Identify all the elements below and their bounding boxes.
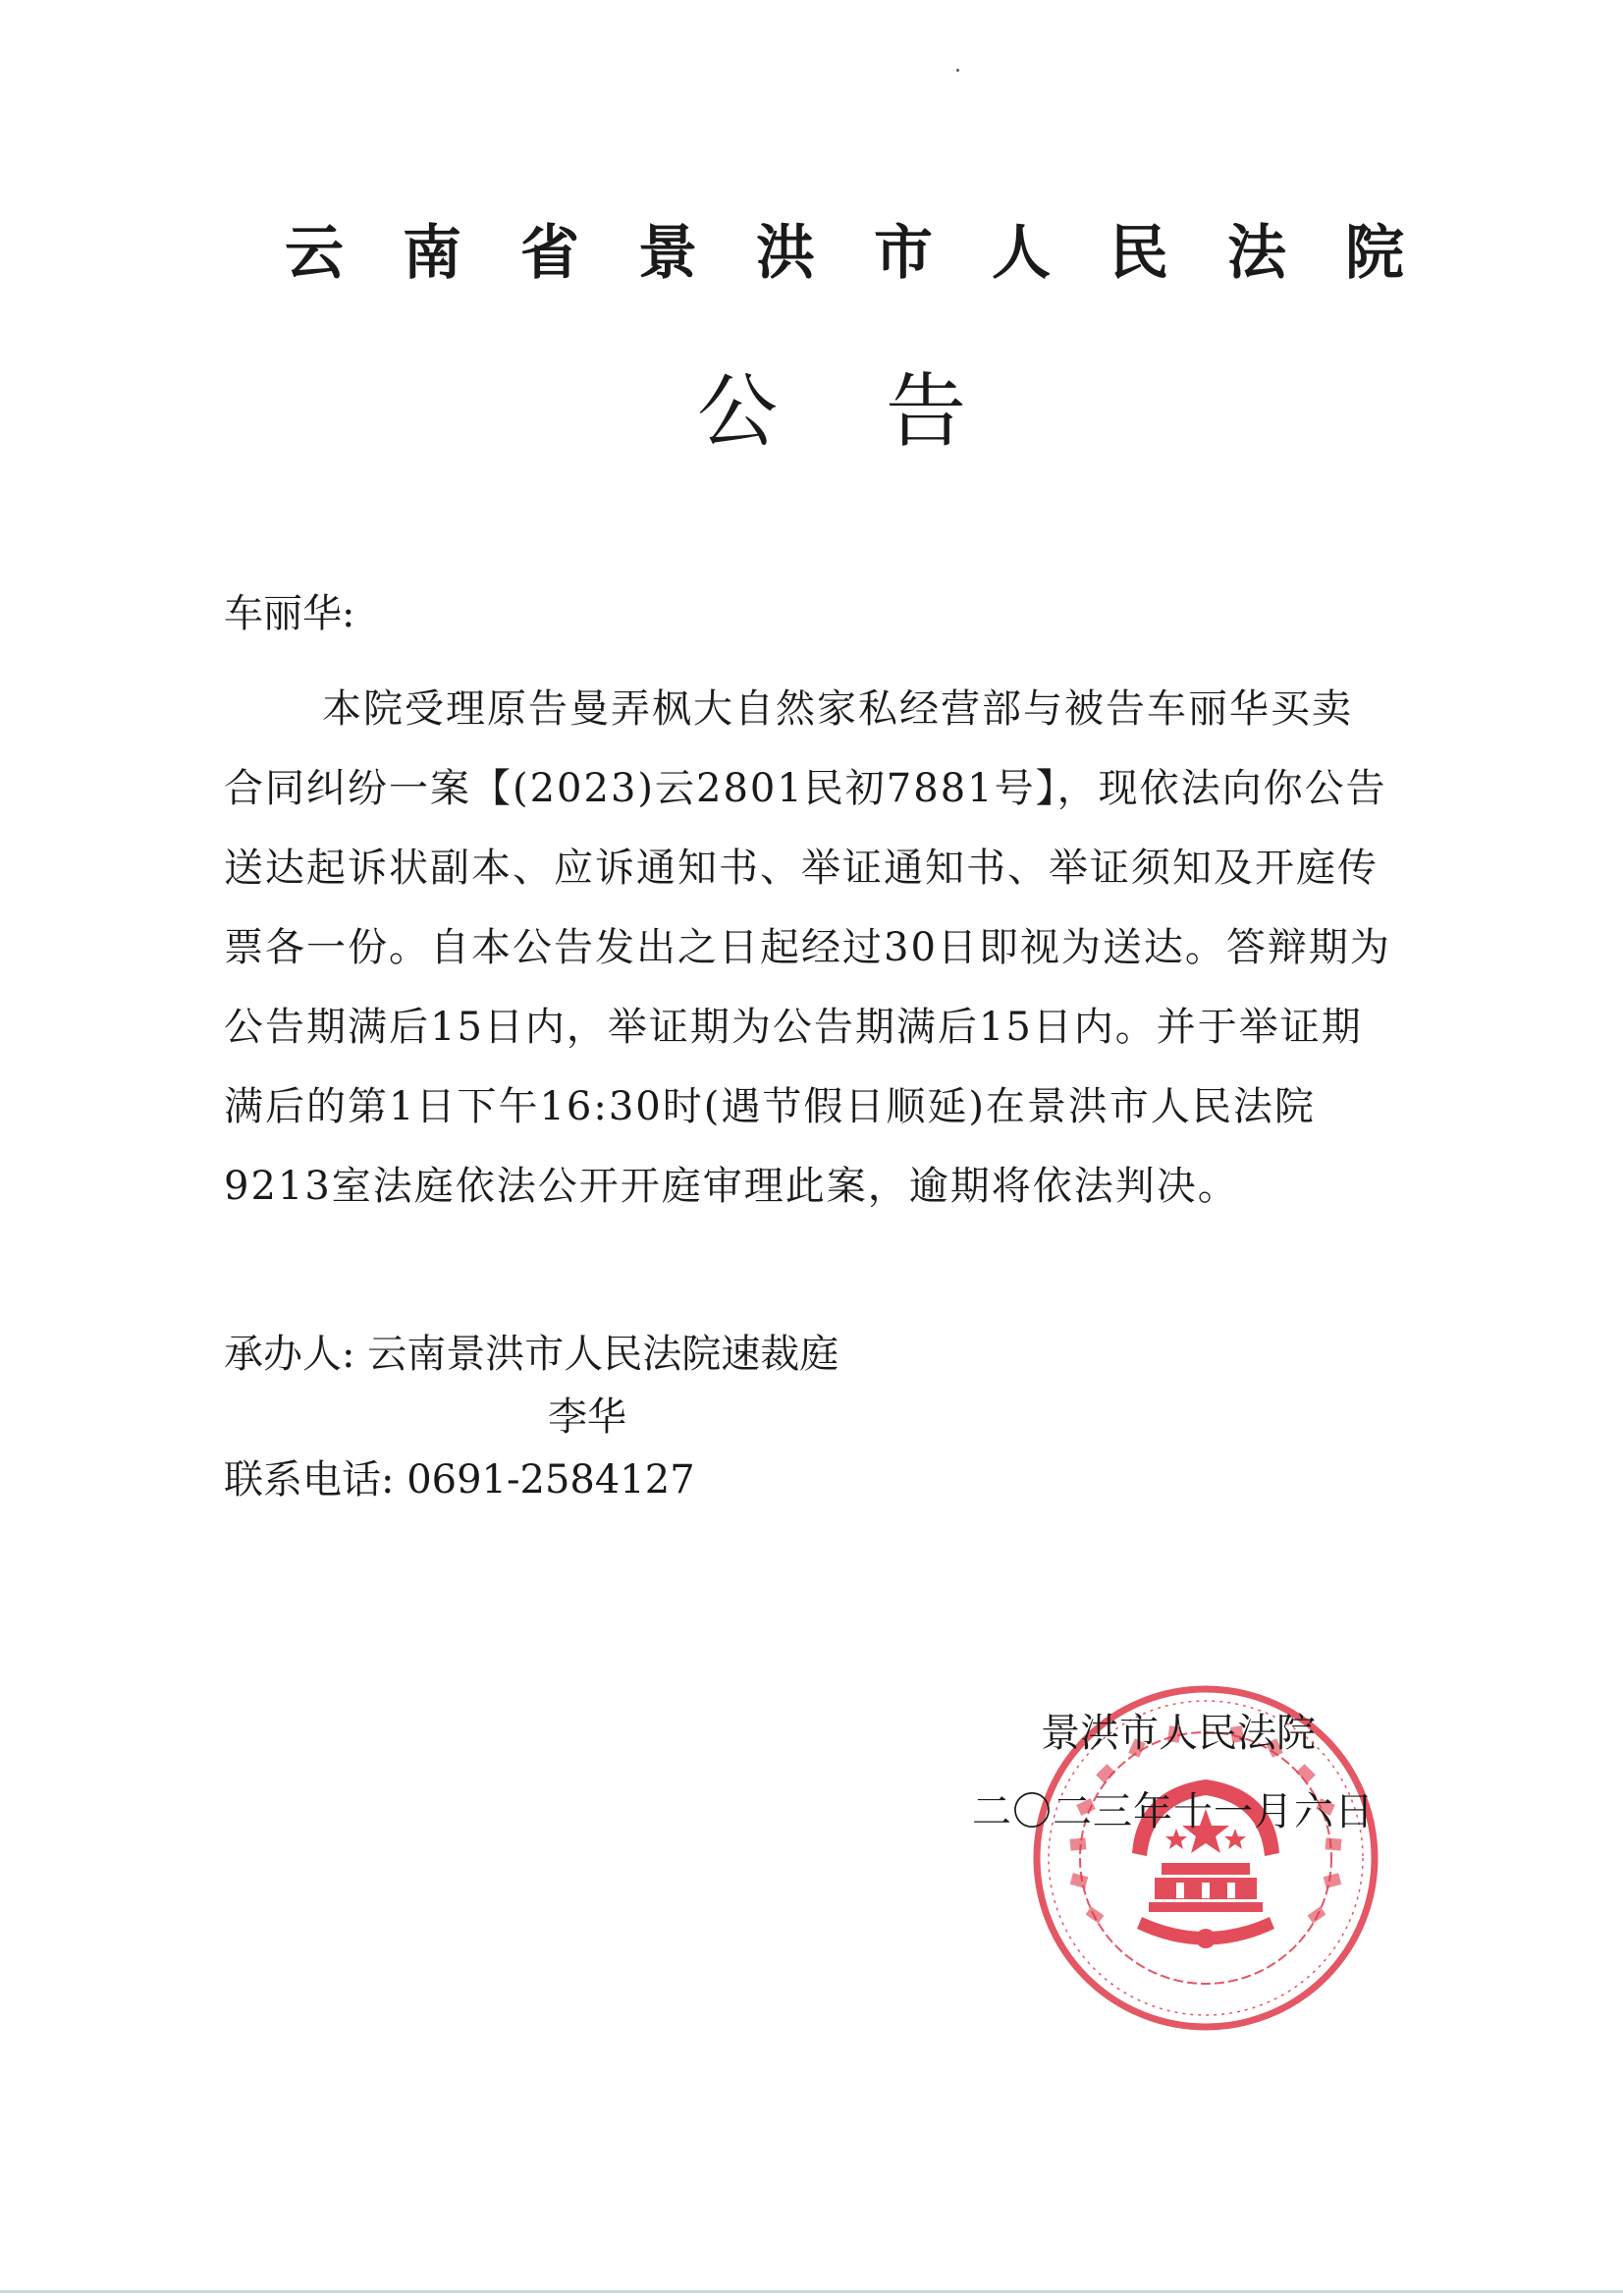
scan-speck bbox=[956, 69, 959, 72]
court-title: 云南省景洪市人民法院 bbox=[285, 219, 1463, 288]
contact-block bbox=[224, 1323, 839, 1511]
document-type-title: 公告 bbox=[697, 365, 1075, 459]
body-line: 票各一份。自本公告发出之日起经过30日即视为送达。答辩期为 bbox=[224, 925, 1391, 970]
scan-edge-line bbox=[0, 2290, 1623, 2293]
body-line: 满后的第1日下午16:30时(遇节假日顺延)在景洪市人民法院 bbox=[224, 1084, 1316, 1129]
body-line: 公告期满后15日内，举证期为公告期满后15日内。并于举证期 bbox=[224, 1005, 1363, 1050]
handler-line: 承办人: 云南景洪市人民法院速裁庭 bbox=[224, 1332, 839, 1377]
signing-court: 景洪市人民法院 bbox=[1041, 1711, 1316, 1756]
body-line: 送达起诉状副本、应诉通知书、举证通知书、举证须知及开庭传 bbox=[224, 846, 1379, 891]
body-line: 合同纠纷一案【(2023)云2801民初7881号】，现依法向你公告 bbox=[224, 766, 1387, 811]
addressee: 车丽华: bbox=[224, 591, 355, 636]
body-line: 9213室法庭依法公开开庭审理此案，逾期将依法判决。 bbox=[224, 1164, 1239, 1209]
signing-date: 二〇二三年十一月六日 bbox=[972, 1789, 1375, 1834]
body-line: 本院受理原告曼弄枫大自然家私经营部与被告车丽华买卖 bbox=[322, 686, 1353, 732]
handler-name: 李华 bbox=[548, 1394, 626, 1440]
phone-line: 联系电话: 0691-2584127 bbox=[224, 1457, 695, 1503]
notice-body bbox=[224, 670, 1463, 1227]
